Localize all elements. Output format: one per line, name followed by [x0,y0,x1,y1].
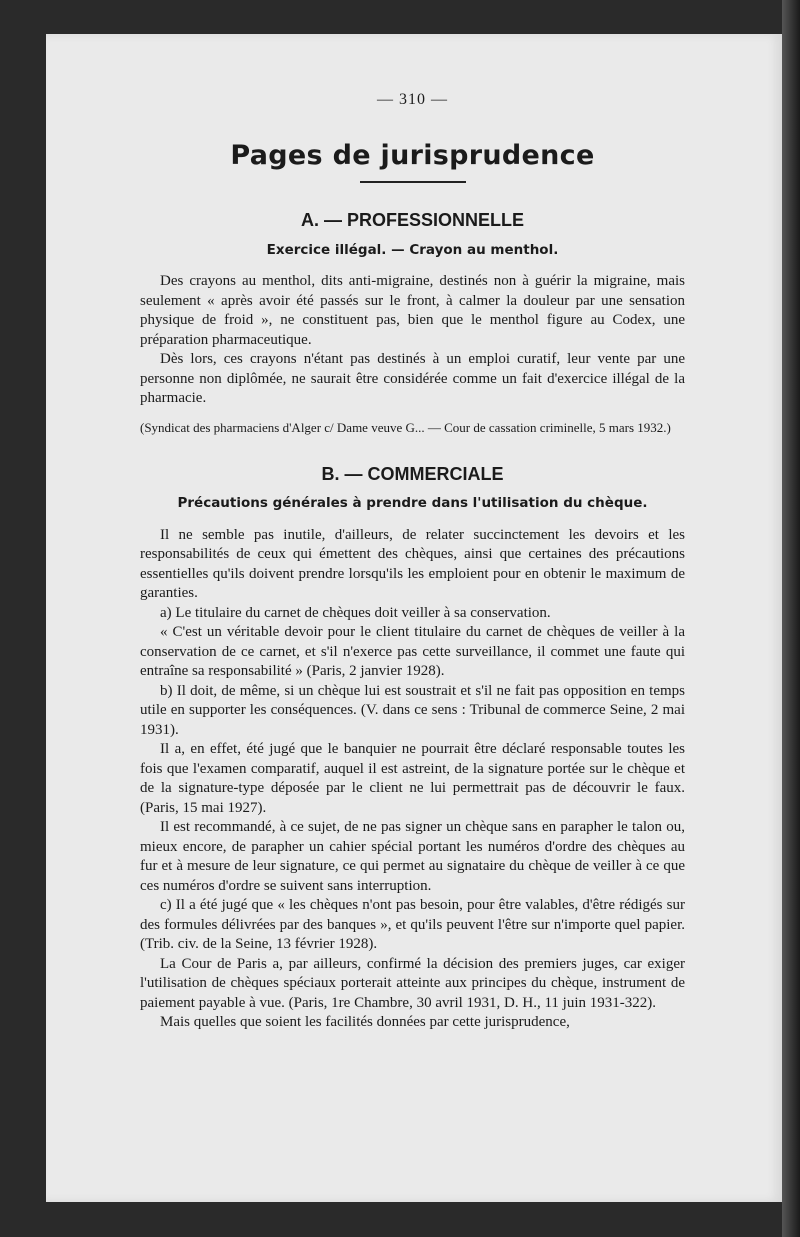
section-a-paragraph: Des crayons au menthol, dits anti-migraine, destinés non à guérir la migraine, mais seulement « après avoir été passés sur le front, à calmer la douleur par une sensation physique de froid », ne constituent pas, bien que le menthol figure au Codex, une préparation pharmaceutique. [140,273,685,348]
section-a-heading: A. — PROFESSIONNELLE [300,210,525,230]
section-gap [140,437,685,465]
book-binding [782,0,800,1237]
section-b-paragraph: Il est recommandé, à ce sujet, de ne pas signer un chèque sans en parapher le talon ou, mieux encore, de parapher un cahier spécial portant les numéros d'ordre des chèques au fur et à mesure de leur signature, ce qui permet au signataire du chèque de veiller à ce que ces numéros d'ordre se suivent sans interruption. [140,819,685,894]
page-number: — 310 — [377,91,448,108]
section-b-paragraph: b) Il doit, de même, si un chèque lui est soustrait et s'il ne fait pas opposition en temps utile en supporter les conséquences. (V. dans ce sens : Tribunal de commerce Seine, 2 mai 1931). [140,682,685,738]
section-b-subheading: Précautions générales à prendre dans l'utilisation du chèque. [177,495,648,511]
section-a-subheading: Exercice illégal. — Crayon au menthol. [266,241,559,258]
section-b-paragraph: Mais quelles que soient les facilités données par cette jurisprudence, [160,1014,570,1030]
section-a-citation: (Syndicat des pharmaciens d'Alger c/ Dame veuve G... — Cour de cassation criminelle, 5 mars 1932.) [140,419,671,435]
section-a-paragraph: Dès lors, ces crayons n'étant pas destinés à un emploi curatif, leur vente par une personne non diplômée, ne saurait être considérée comme un fait d'exercice illégal de la pharmacie. [140,351,685,406]
section-b-paragraph: Il a, en effet, été jugé que le banquier ne pourrait être déclaré responsable toutes les fois que l'examen comparatif, auquel il est astreint, de la signature portée sur le chèque et de la signature-type déposée par le client ne lui permettrait pas de découvrir le faux. (Paris, 15 mai 1927). [140,741,685,816]
page-title: Pages de jurisprudence [230,139,595,171]
section-b-paragraph: a) Le titulaire du carnet de chèques doit veiller à sa conservation. [160,604,551,621]
section-b-paragraph: « C'est un véritable devoir pour le client titulaire du carnet de chèques de veiller à la conservation de ce carnet, et s'il n'exerce pas cette surveillance, il commet une faute qui entraîne sa responsabilité » (Paris, 2 janvier 1928). [140,624,685,679]
section-b-paragraph: c) Il a été jugé que « les chèques n'ont pas besoin, pour être valables, d'être rédigés sur des formules délivrées par des banques », et qu'ils peuvent l'être sur n'importe quel papier. (Trib. civ. de la Seine, 13 février 1928). [140,897,685,952]
page-content [140,90,685,1033]
section-b-paragraph: Il ne semble pas inutile, d'ailleurs, de relater succinctement les devoirs et les responsabilités de ceux qui émettent des chèques, ainsi que certaines des précautions essentielles qu'ils doivent prendre lorsqu'ils les emploient pour en obtenir le maximum de garanties. [140,526,685,601]
section-b-heading: B. — COMMERCIALE [321,463,504,484]
section-b-paragraph: La Cour de Paris a, par ailleurs, confirmé la décision des premiers juges, car exiger l'utilisation de chèques spéciaux porterait atteinte aux principes du chèque, instrument de paiement payable à vue. (Paris, 1re Chambre, 30 avril 1931, D. H., 11 juin 1931-322). [140,955,685,1011]
title-rule [360,181,466,183]
